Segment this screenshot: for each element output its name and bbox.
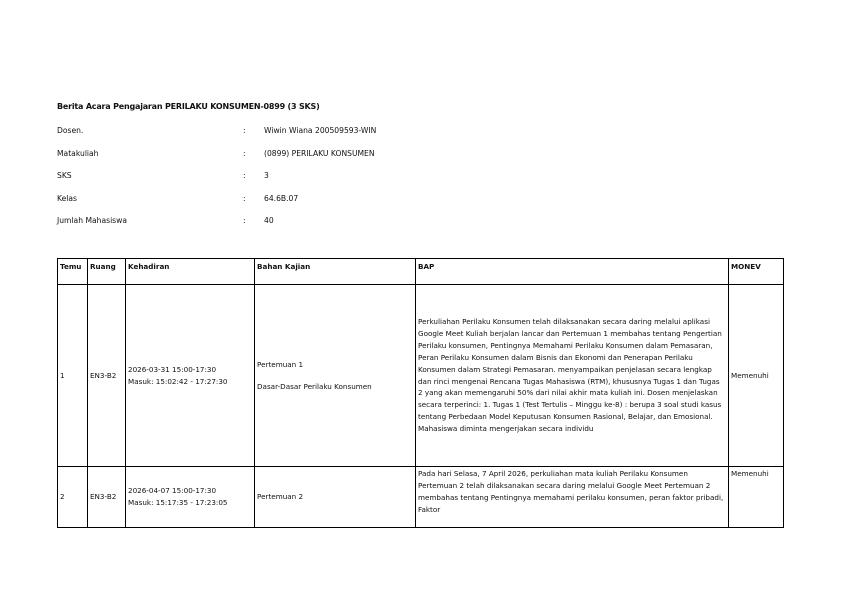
info-colon: :: [243, 194, 246, 203]
info-label: Dosen.: [57, 126, 84, 135]
info-colon: :: [243, 171, 246, 180]
cell-bap: [416, 467, 729, 528]
header-temu: Temu: [58, 259, 88, 285]
cell-temu: 1: [58, 285, 88, 467]
info-value: 3: [264, 171, 269, 180]
info-label: SKS: [57, 171, 72, 180]
info-value: 40: [264, 216, 274, 225]
kehadiran-jadwal: 2026-04-07 15:00-17:30: [128, 486, 217, 496]
cell-kehadiran: [126, 285, 255, 467]
cell-monev: Memenuhi: [729, 285, 784, 467]
info-colon: :: [243, 149, 246, 158]
kehadiran-masuk: Masuk: 15:17:35 - 17:23:05: [128, 498, 228, 507]
header-monev: MONEV: [729, 259, 784, 285]
cell-bap: Perkuliahan Perilaku Konsumen telah dilaksanakan secara daring melalui aplikasi Google Meet Kuliah berjalan lancar dan Pertemuan 1 membahas tentang Pengertian Perilaku konsumen, Pentingnya Memahami Perilaku Konsumen dalam Pemasaran, Peran Perilaku Konsumen dalam Bisnis dan Ekonomi dan Penerapan Perilaku Konsumen dalam Strategi Pemasaran. menyampaikan penjelasan secara lengkap dan rinci mengenai Rencana Tugas Mahasiswa (RTM), khususnya Tugas 1 dan Tugas 2 yang akan memengaruhi 50% dari nilai akhir mata kuliah ini. Dosen menjelaskan secara terperinci: 1. Tugas 1 (Test Tertulis – Minggu ke-8) : berupa 3 soal studi kasus tentang Perbedaan Model Keputusan Konsumen Rasional, Belajar, dan Emosional. Mahasiswa diminta mengerjakan secara individu: [416, 285, 729, 467]
bap-text-clipped: Pada hari Selasa, 7 April 2026, perkuliahan mata kuliah Perilaku Konsumen Pertemuan 2 telah dilaksanakan secara daring melalui Google Meet Pertemuan 2 membahas tentang Pentingnya memahami perilaku konsumen, peran faktor pribadi, Faktor: [418, 469, 724, 514]
bahan-pertemuan: Pertemuan 1: [257, 359, 304, 369]
cell-monev: Memenuhi: [729, 467, 784, 528]
cell-kehadiran: [126, 467, 255, 528]
info-value: 64.6B.07: [264, 194, 299, 203]
table-header-row: [58, 259, 784, 285]
info-label: Kelas: [57, 194, 77, 203]
info-colon: :: [243, 216, 246, 225]
cell-temu: 2: [58, 467, 88, 528]
cell-bahan-kajian: [255, 285, 416, 467]
table-row: [58, 467, 784, 528]
info-label: Jumlah Mahasiswa: [57, 216, 127, 225]
kehadiran-jadwal: 2026-03-31 15:00-17:30: [128, 364, 217, 374]
kehadiran-masuk: Masuk: 15:02:42 - 17:27:30: [128, 376, 228, 386]
header-kehadiran: Kehadiran: [126, 259, 255, 285]
cell-ruang: EN3-B2: [88, 467, 126, 528]
header-ruang: Ruang: [88, 259, 126, 285]
table-row: [58, 285, 784, 467]
bahan-topik: Dasar-Dasar Perilaku Konsumen: [257, 381, 372, 391]
cell-ruang: EN3-B2: [88, 285, 126, 467]
info-label: Matakuliah: [57, 149, 99, 158]
cell-bahan-kajian: [255, 467, 416, 528]
header-bahan-kajian: Bahan Kajian: [255, 259, 416, 285]
bap-table: [57, 258, 784, 528]
info-value: Wiwin Wiana 200509593-WIN: [264, 126, 377, 135]
bahan-pertemuan: Pertemuan 2: [257, 492, 304, 502]
document-title: Berita Acara Pengajaran PERILAKU KONSUMEN-0899 (3 SKS): [57, 102, 320, 111]
header-bap: BAP: [416, 259, 729, 285]
info-value: (0899) PERILAKU KONSUMEN: [264, 149, 375, 158]
info-colon: :: [243, 126, 246, 135]
